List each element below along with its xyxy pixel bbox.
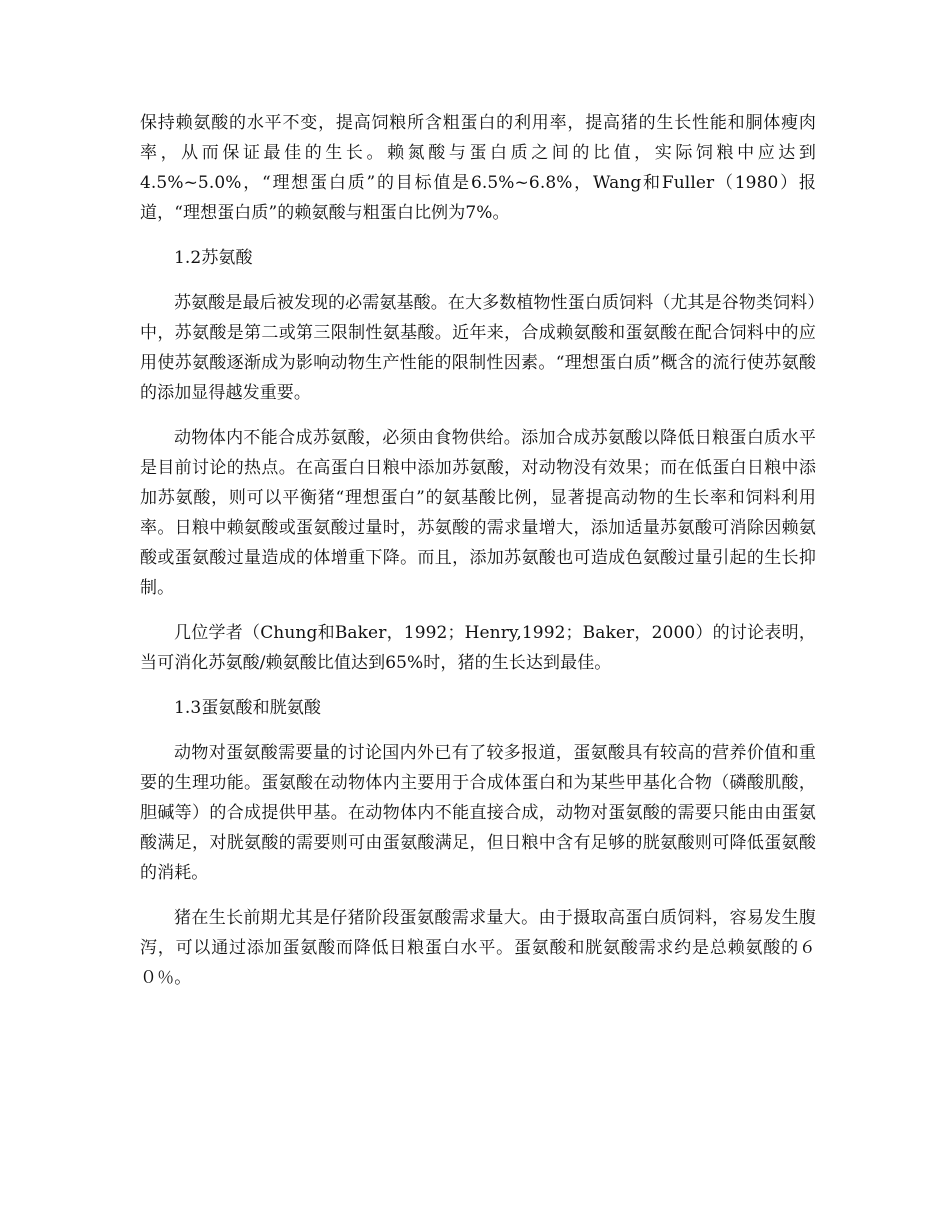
paragraph-threonine-intro: 苏氨酸是最后被发现的必需氨基酸。在大多数植物性蛋白质饲料（尤其是谷物类饲料）中，苏氨酸是第二或第三限制性氨基酸。近年来，合成赖氨酸和蛋氨酸在配合饲料中的应用使苏氨酸逐渐成为影响动物生产性能的限制性因素。“理想蛋白质”概含的流行使苏氨酸的添加显得越发重要。	[140, 293, 816, 403]
section-heading-methionine-cystine: 1.3蛋氨酸和胱氨酸	[174, 698, 322, 718]
document-body	[140, 108, 816, 993]
paragraph-threonine-ratio: 几位学者（Chung和Baker，1992；Henry,1992；Baker，2000）的讨论表明，当可消化苏氨酸/赖氨酸比值达到65%时，猪的生长达到最佳。	[140, 623, 816, 673]
paragraph-lysine-continued: 保持赖氨酸的水平不变，提高饲粮所含粗蛋白的利用率，提高猪的生长性能和胴体瘦肉率，从而保证最佳的生长。赖氮酸与蛋白质之间的比值，实际饲粮中应达到4.5%~5.0%，“理想蛋白质”的目标值是6.5%~6.8%，Wang和Fuller（1980）报道，“理想蛋白质”的赖氨酸与粗蛋白比例为7%。	[140, 113, 816, 223]
paragraph-methionine-function: 动物对蛋氨酸需要量的讨论国内外已有了较多报道，蛋氨酸具有较高的营养价值和重要的生理功能。蛋氨酸在动物体内主要用于合成体蛋白和为某些甲基化合物（磷酸肌酸，胆碱等）的合成提供甲基。在动物体内不能直接合成，动物对蛋氨酸的需要只能由由蛋氨酸满足，对胱氨酸的需要则可由蛋氨酸满足，但日粮中含有足够的胱氨酸则可降低蛋氨酸的消耗。	[140, 743, 816, 883]
paragraph-threonine-supply: 动物体内不能合成苏氨酸，必须由食物供给。添加合成苏氨酸以降低日粮蛋白质水平是目前讨论的热点。在高蛋白日粮中添加苏氨酸，对动物没有效果；而在低蛋白日粮中添加苏氨酸，则可以平衡猪“理想蛋白”的氨基酸比例，显著提高动物的生长率和饲料利用率。日粮中赖氨酸或蛋氨酸过量时，苏氨酸的需求量增大，添加适量苏氨酸可消除因赖氨酸或蛋氨酸过量造成的体增重下降。而且，添加苏氨酸也可造成色氨酸过量引起的生长抑制。	[140, 428, 816, 598]
paragraph-methionine-piglets: 猪在生长前期尤其是仔猪阶段蛋氨酸需求量大。由于摄取高蛋白质饲料，容易发生腹泻，可以通过添加蛋氨酸而降低日粮蛋白水平。蛋氨酸和胱氨酸需求约是总赖氨酸的６０％。	[140, 908, 816, 988]
section-heading-threonine: 1.2苏氨酸	[174, 248, 253, 268]
